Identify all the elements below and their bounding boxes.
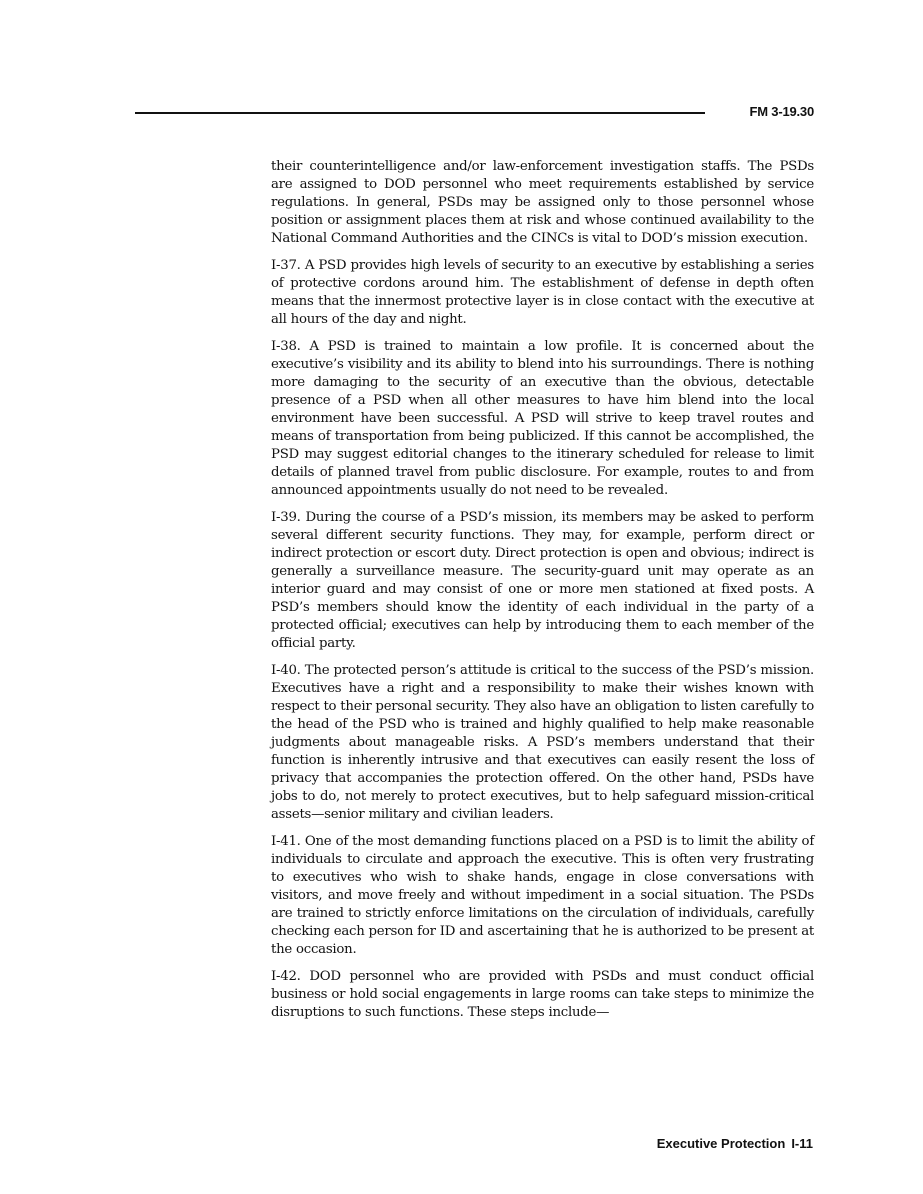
footer-page-number: I-11: [791, 1136, 813, 1151]
paragraph-continuation: their counterintelligence and/or law-enforcement investigation staffs. The PSDs are assigned to DOD personnel who meet requirements established by service regulations. In general, PSDs may be assigned only to those personnel whose position or assignment places them at risk and whose continued availability to the National Command Authorities and the CINCs is vital to DOD’s mission execution.: [271, 159, 814, 246]
body-text: [271, 158, 814, 1031]
page-footer: [657, 1136, 813, 1151]
paragraph-i-41: I-41. One of the most demanding functions placed on a PSD is to limit the ability of individuals to circulate and approach the executive. This is often very frustrating to executives who wish to shake hands, engage in close conversations with visitors, and move freely and without impediment in a social situation. The PSDs are trained to strictly enforce limitations on the circulation of individuals, carefully checking each person for ID and ascertaining that he is authorized to be present at the occasion.: [271, 834, 814, 957]
paragraph-i-39: I-39. During the course of a PSD’s mission, its members may be asked to perform several different security functions. They may, for example, perform direct or indirect protection or escort duty. Direct protection is open and obvious; indirect is generally a surveillance measure. The security-guard unit may operate as an interior guard and may consist of one or more men stationed at fixed posts. A PSD’s members should know the identity of each individual in the party of a protected official; executives can help by introducing them to each member of the official party.: [271, 510, 814, 651]
paragraph-i-37: I-37. A PSD provides high levels of security to an executive by establishing a series of protective cordons around him. The establishment of defense in depth often means that the innermost protective layer is in close contact with the executive at all hours of the day and night.: [271, 258, 814, 327]
header-rule: [135, 112, 705, 114]
paragraph-i-42: I-42. DOD personnel who are provided with PSDs and must conduct official business or hold social engagements in large rooms can take steps to minimize the disruptions to such functions. These steps include—: [271, 969, 814, 1020]
footer-section-title: Executive Protection: [656, 1136, 786, 1151]
paragraph-i-38: I-38. A PSD is trained to maintain a low profile. It is concerned about the executive’s visibility and its ability to blend into his surroundings. There is nothing more damaging to the security of an executive than the obvious, detectable presence of a PSD when all other measures to have him blend into the local environment have been successful. A PSD will strive to keep travel routes and means of transportation from being publicized. If this cannot be accomplished, the PSD may suggest editorial changes to the itinerary scheduled for release to limit details of planned travel from public disclosure. For example, routes to and from announced appointments usually do not need to be revealed.: [271, 339, 814, 498]
paragraph-i-40: I-40. The protected person’s attitude is critical to the success of the PSD’s mission. Executives have a right and a responsibility to make their wishes known with respect to their personal security. They also have an obligation to listen carefully to the head of the PSD who is trained and highly qualified to help make reasonable judgments about manageable risks. A PSD’s members understand that their function is inherently intrusive and that executives can easily resent the loss of privacy that accompanies the protection offered. On the other hand, PSDs have jobs to do, not merely to protect executives, but to help safeguard mission-critical assets—senior military and civilian leaders.: [271, 663, 814, 822]
header-doc-id: FM 3-19.30: [749, 104, 814, 119]
